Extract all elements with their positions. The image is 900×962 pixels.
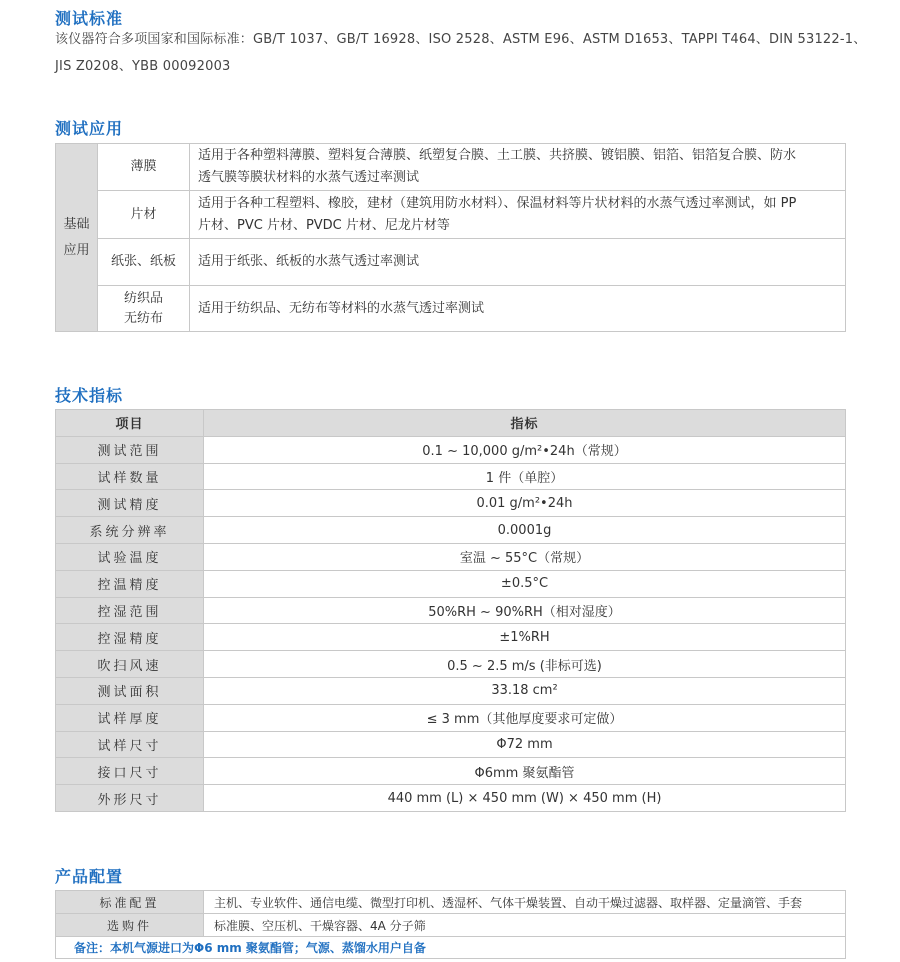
specs-table — [55, 409, 846, 812]
table-row — [56, 570, 846, 597]
spec-value: 0.1 ~ 10,000 g/m²•24h（常规） — [204, 436, 846, 463]
table-row — [56, 239, 846, 286]
spec-value: 440 mm (L) × 450 mm (W) × 450 mm (H) — [204, 785, 846, 812]
group-label-line1: 基础 — [63, 216, 90, 232]
spec-item: 吹扫风速 — [56, 651, 204, 678]
table-row — [56, 891, 846, 914]
category-cell: 片材 — [98, 191, 190, 239]
spec-item: 外形尺寸 — [56, 785, 204, 812]
table-row — [56, 543, 846, 570]
spec-value: 1 件（单腔） — [204, 463, 846, 490]
description-cell: 适用于纺织品、无纺布等材料的水蒸气透过率测试 — [190, 286, 846, 332]
description-cell — [190, 191, 846, 239]
spec-value: ±1%RH — [204, 624, 846, 651]
applications-table — [55, 143, 846, 332]
table-row — [56, 624, 846, 651]
spec-item: 控湿范围 — [56, 597, 204, 624]
config-item: 标准配置 — [56, 891, 204, 914]
header-item: 项目 — [56, 410, 204, 437]
description-line: 适用于各种塑料薄膜、塑料复合薄膜、纸塑复合膜、土工膜、共挤膜、镀铝膜、铝箔、铝箔复合膜、防水 — [198, 148, 797, 163]
description-line: 适用于各种工程塑料、橡胶，建材（建筑用防水材料）、保温材料等片状材料的水蒸气透过率测试，如 PP — [198, 195, 797, 211]
spec-value: 0.5 ~ 2.5 m/s (非标可选) — [204, 651, 846, 678]
config-value: 主机、专业软件、通信电缆、微型打印机、透湿杯、气体干燥装置、自动干燥过滤器、取样器、定量滴管、手套 — [204, 891, 846, 914]
category-cell — [98, 286, 190, 332]
config-value: 标准膜、空压机、干燥容器、4A 分子筛 — [204, 914, 846, 937]
table-row — [56, 517, 846, 544]
spec-value: 室温 ~ 55°C（常规） — [204, 543, 846, 570]
table-row — [56, 597, 846, 624]
category-line: 无纺布 — [123, 310, 163, 326]
group-cell — [56, 144, 98, 332]
applications-title: 测试应用 — [55, 119, 124, 138]
spec-value: Φ72 mm — [204, 731, 846, 758]
table-row — [56, 914, 846, 937]
spec-value: Φ6mm 聚氨酯管 — [204, 758, 846, 785]
spec-value: 33.18 cm² — [204, 677, 846, 704]
spec-item: 接口尺寸 — [56, 758, 204, 785]
spec-item: 试样尺寸 — [56, 731, 204, 758]
table-row — [56, 463, 846, 490]
table-row — [56, 758, 846, 785]
spec-item: 控温精度 — [56, 570, 204, 597]
table-row — [56, 704, 846, 731]
category-line: 纺织品 — [123, 290, 163, 306]
category-cell: 薄膜 — [98, 144, 190, 191]
spec-item: 测试面积 — [56, 677, 204, 704]
description-cell — [190, 144, 846, 191]
spec-value: 50%RH ~ 90%RH（相对湿度） — [204, 597, 846, 624]
description-line: 片材、PVC 片材、PVDC 片材、尼龙片材等 — [198, 217, 450, 233]
spec-value: 0.0001g — [204, 517, 846, 544]
spec-item: 控湿精度 — [56, 624, 204, 651]
spec-item: 测试范围 — [56, 436, 204, 463]
table-row — [56, 286, 846, 332]
table-row — [56, 651, 846, 678]
table-row — [56, 436, 846, 463]
config-item: 选购件 — [56, 914, 204, 937]
config-title: 产品配置 — [55, 867, 124, 886]
specs-title: 技术指标 — [55, 386, 124, 405]
description-cell: 适用于纸张、纸板的水蒸气透过率测试 — [190, 239, 846, 286]
category-cell: 纸张、纸板 — [98, 239, 190, 286]
table-row — [56, 785, 846, 812]
header-value: 指标 — [204, 410, 846, 437]
config-table — [55, 890, 846, 959]
table-row — [56, 191, 846, 239]
spec-item: 测试精度 — [56, 490, 204, 517]
spec-value: 0.01 g/m²•24h — [204, 490, 846, 517]
spec-value: ≤ 3 mm（其他厚度要求可定做） — [204, 704, 846, 731]
standards-text-line1: 该仪器符合多项国家和国际标准：GB/T 1037、GB/T 16928、ISO 2528、ASTM E96、ASTM D1653、TAPPI T464、DIN 53122-1、 — [55, 32, 867, 47]
table-row — [56, 144, 846, 191]
standards-text-line2: JIS Z0208、YBB 00092003 — [55, 59, 231, 74]
standards-title: 测试标准 — [55, 9, 124, 28]
description-line: 透气膜等膜状材料的水蒸气透过率测试 — [198, 170, 420, 185]
spec-item: 试样厚度 — [56, 704, 204, 731]
spec-value: ±0.5°C — [204, 570, 846, 597]
config-note: 备注：本机气源进口为Φ6 mm 聚氨酯管；气源、蒸馏水用户自备 — [56, 937, 846, 959]
spec-item: 试验温度 — [56, 543, 204, 570]
table-row — [56, 677, 846, 704]
table-row — [56, 937, 846, 959]
table-header-row — [56, 410, 846, 437]
spec-item: 试样数量 — [56, 463, 204, 490]
group-label-line2: 应用 — [63, 242, 90, 258]
spec-item: 系统分辨率 — [56, 517, 204, 544]
table-row — [56, 490, 846, 517]
table-row — [56, 731, 846, 758]
